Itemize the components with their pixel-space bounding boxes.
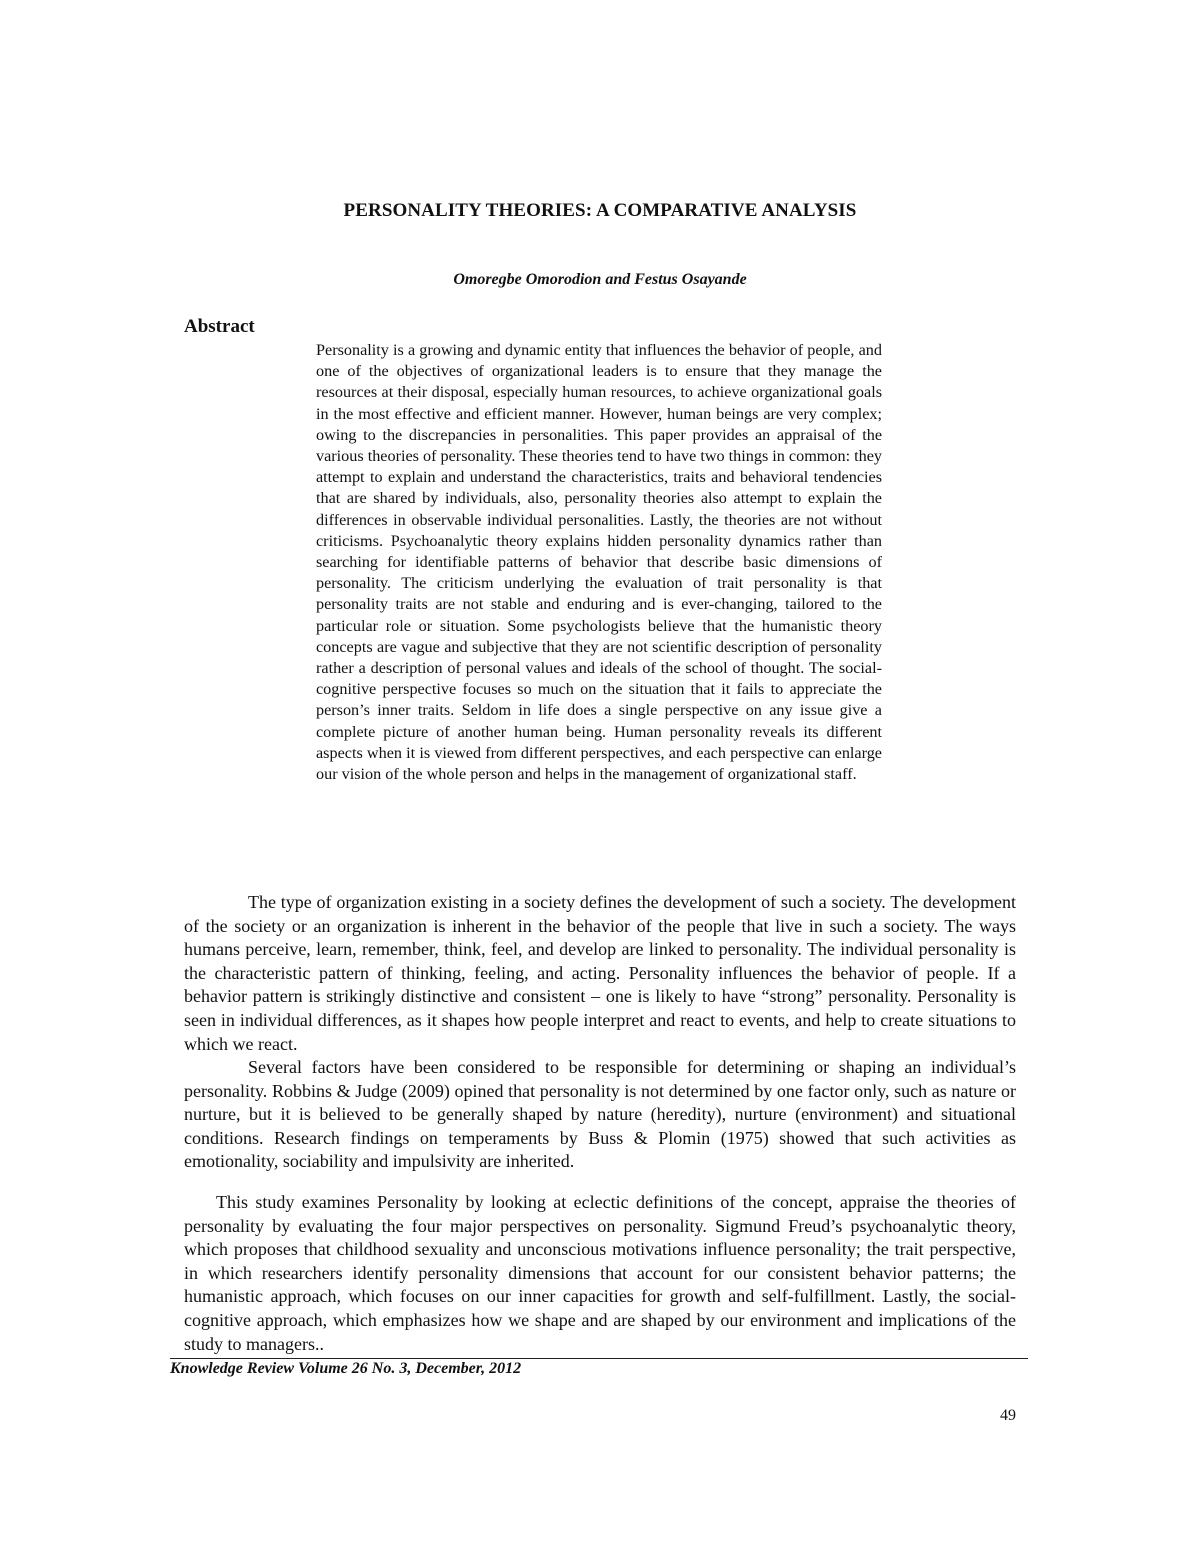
- paper-authors: Omoregbe Omorodion and Festus Osayande: [453, 271, 747, 288]
- paper-title: PERSONALITY THEORIES: A COMPARATIVE ANALYSIS: [343, 200, 857, 221]
- body-paragraph: This study examines Personality by looking at eclectic definitions of the concept, appraise the theories of personality by evaluating the four major perspectives on personality. Sigmund Freud’s psychoanalytic theory, which proposes that childhood sexuality and unconscious motivations influence personality; the trait perspective, in which researchers identify personality dimensions that account for our consistent behavior patterns; the humanistic approach, which focuses on our inner capacities for growth and self-fulfillment. Lastly, the social-cognitive approach, which emphasizes how we shape and are shaped by our environment and implications of the study to managers..: [184, 1192, 1016, 1354]
- journal-citation: Knowledge Review Volume 26 No. 3, December, 2012: [170, 1360, 522, 1377]
- page-number: 49: [1000, 1407, 1016, 1424]
- body-paragraph: Several factors have been considered to be responsible for determining or shaping an individual’s personality. Robbins & Judge (2009) opined that personality is not determined by one factor only, such as nature or nurture, but it is believed to be generally shaped by nature (heredity), nurture (environment) and situational conditions. Research findings on temperaments by Buss & Plomin (1975) showed that such activities as emotionality, sociability and impulsivity are inherited.: [184, 1057, 1016, 1172]
- footer-divider: [170, 1358, 1028, 1359]
- abstract-text: Personality is a growing and dynamic entity that influences the behavior of people, and one of the objectives of organizational leaders is to ensure that they manage the resources at their disposal, especially human resources, to achieve organizational goals in the most effective and efficient manner. However, human beings are very complex; owing to the discrepancies in personalities. This paper provides an appraisal of the various theories of personality. These theories tend to have two things in common: they attempt to explain and understand the characteristics, traits and behavioral tendencies that are shared by individuals, also, personality theories also attempt to explain the differences in observable individual personalities. Lastly, the theories are not without criticisms. Psychoanalytic theory explains hidden personality dynamics rather than searching for identifiable patterns of behavior that describe basic dimensions of personality. The criticism underlying the evaluation of trait personality is that personality traits are not stable and enduring and is ever-changing, tailored to the particular role or situation. Some psychologists believe that the humanistic theory concepts are vague and subjective that they are not scientific description of personality rather a description of personal values and ideals of the school of thought. The social-cognitive perspective focuses so much on the situation that it fails to appreciate the person’s inner traits. Seldom in life does a single perspective on any issue give a complete picture of another human being. Human personality reveals its different aspects when it is viewed from different perspectives, and each perspective can enlarge our vision of the whole person and helps in the management of organizational staff.: [316, 341, 882, 784]
- body-paragraph: The type of organization existing in a society defines the development of such a society. The development of the society or an organization is inherent in the behavior of the people that live in such a society. The ways humans perceive, learn, remember, think, feel, and develop are linked to personality. The individual personality is the characteristic pattern of thinking, feeling, and acting. Personality influences the behavior of people. If a behavior pattern is strikingly distinctive and consistent – one is likely to have “strong” personality. Personality is seen in individual differences, as it shapes how people interpret and react to events, and help to create situations to which we react.: [184, 892, 1016, 1054]
- abstract-heading: Abstract: [184, 316, 255, 337]
